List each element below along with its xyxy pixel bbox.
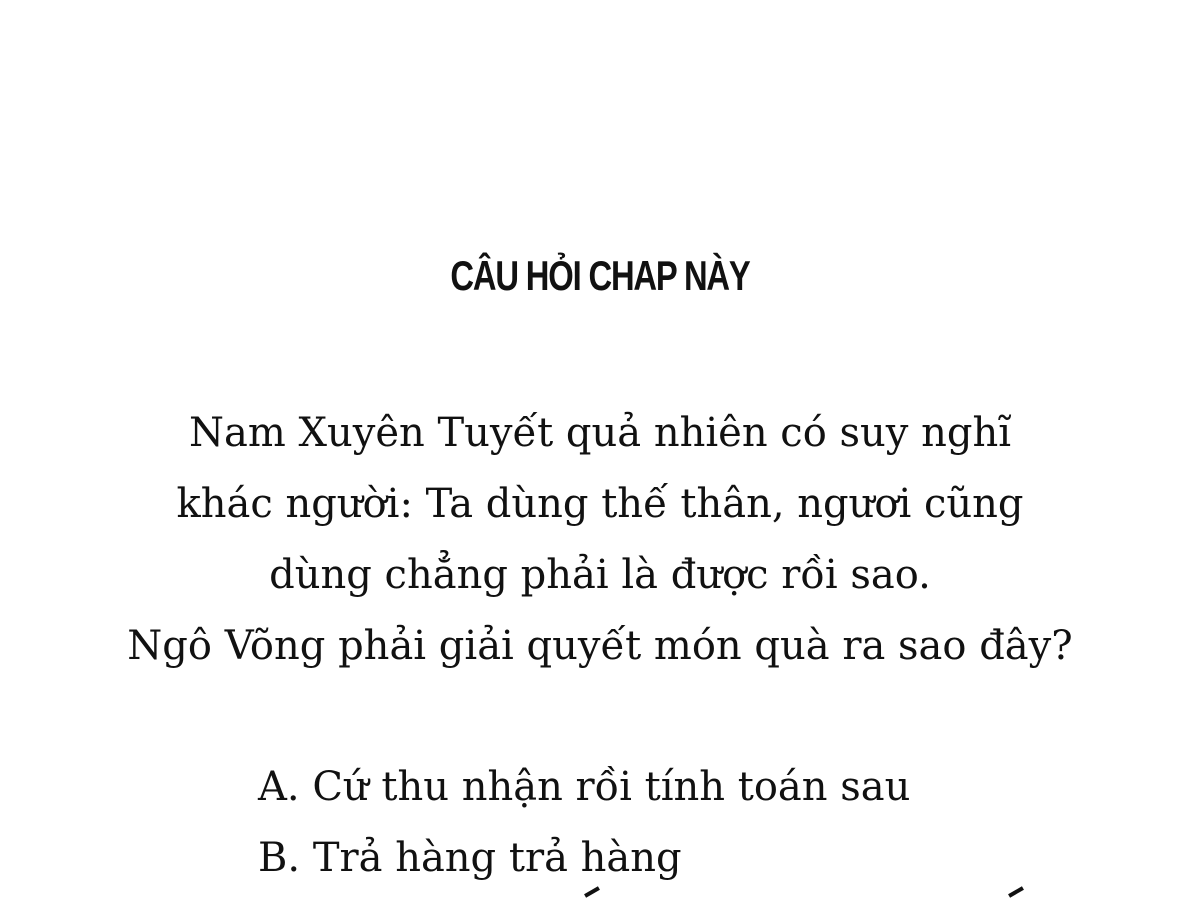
option-a: A. Cứ thu nhận rồi tính toán sau (258, 764, 911, 810)
question-line: dùng chẳng phải là được rồi sao. (269, 552, 931, 598)
cutoff-mark (584, 884, 614, 900)
option-b: B. Trả hàng trả hàng (258, 835, 682, 881)
question-line: Ngô Võng phải giải quyết món quà ra sao đây? (127, 623, 1073, 669)
question-line: khác người: Ta dùng thế thân, ngươi cũng (176, 481, 1024, 527)
answer-options (258, 752, 1158, 894)
cutoff-mark (1008, 884, 1038, 900)
question-line: Nam Xuyên Tuyết quả nhiên có suy nghĩ (188, 410, 1012, 456)
question-text (0, 398, 1200, 682)
page-title: CÂU HỎI CHAP NÀY (450, 252, 750, 299)
